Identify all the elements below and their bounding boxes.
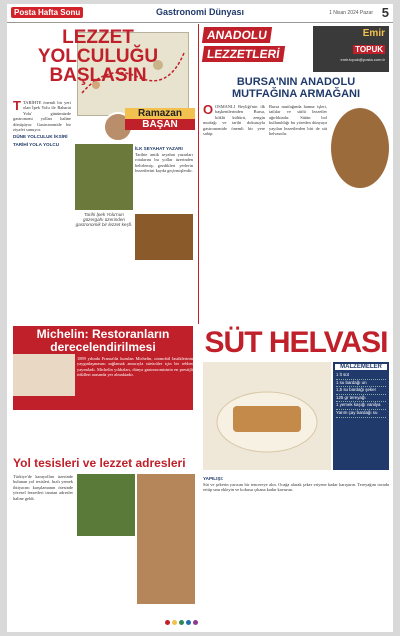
article2-title (203, 76, 389, 100)
title-line: BURSA'NIN ANADOLU (236, 76, 356, 88)
subheading: TARİHİ YOLA YOLCU (13, 142, 60, 148)
article1-text: TARİHTE önemli bir yeri olan İpek Yolu ile Baharat Yolu' günümüzde gastronomi yolları haline dönüşüyor. Gastronomide bir ziyafet sunuyor. (13, 100, 71, 133)
title-line: derecelendirilmesi (50, 340, 156, 354)
article3-text: 1889 yılında Fransa'da kurulan Michelin, otomobil lastiklerinin yaygınlaşmasını sağlamak amacıyla sürücüler için bir rehber yayımladı. (77, 356, 193, 372)
page-number: 5 (381, 5, 389, 20)
article3-text: Michelin yıldızları, dünya gastronomisinin en prestijli ödülleri arasında yer almaktadır. (77, 366, 193, 378)
tag-line: ANADOLU (202, 27, 272, 43)
article2-column-1 (203, 104, 265, 314)
ingredient-item: 1 yemek kaşığı vanilya (336, 402, 386, 410)
ingredient-item: 125 gr tereyağı (336, 395, 386, 403)
ingredient-item: Yarım çay bardağı su (336, 410, 386, 418)
article2-column-2 (269, 104, 327, 314)
article1-column-3 (135, 144, 193, 212)
issue-date: 1 Nisan 2024 Pazar (329, 10, 373, 16)
subheading: DÜNE YOLCULUK İKSİRİ (13, 134, 68, 140)
page-header (7, 4, 393, 23)
author-badge (125, 108, 195, 142)
newspaper-page (7, 4, 393, 632)
article4-text-block (203, 474, 389, 614)
title-line: BAŞLASIN (49, 65, 147, 86)
color-dot (172, 620, 177, 625)
drop-cap: O (203, 104, 214, 117)
color-dots (165, 612, 200, 630)
color-dot (193, 620, 198, 625)
chef-last-name: TOPUK (355, 45, 383, 54)
food-photo (75, 144, 133, 210)
article5-title: Yol tesisleri ve lezzet adresleri (13, 456, 186, 470)
ingredients-title: MALZEMELER (335, 364, 387, 370)
article2-text: OSMANLI Beyliği'nin ilk başkentlerinden Bursa, köklü kültürü, zengin mutfağı ve tarihi dokusuyla gastronomide önemli bir yere sahip. (203, 104, 265, 137)
author-last-name: BAŞAN (125, 119, 195, 130)
food-photo (135, 214, 193, 260)
section-title: Gastronomi Dünyası (155, 7, 245, 17)
chef-byline (323, 28, 385, 62)
chef-first-name: Emir (362, 28, 385, 39)
photo-caption: Tarihi İpek Yolu'nun güzergahı üzerinden gastronomik bir lezzet keşfi. (75, 212, 133, 227)
article3-title (13, 328, 193, 354)
milk-helva-photo (203, 362, 331, 470)
chef-email: emir.topuk@posta.com.tr (340, 57, 385, 62)
color-dot (179, 620, 184, 625)
anadolu-tag (203, 26, 307, 63)
article1-text: Tarihte antik seyahat yazarları rotalarını bu yollar üzerinden belirlemiş; gezdikleri yerlerin lezzetlerini kayda geçirmişlerdir. (135, 152, 193, 174)
ingredients-box (333, 362, 389, 470)
page-footer (7, 626, 393, 632)
article2-text: Bursa mutfağında hamur işleri, tatlılar ve sütlü lezzetler ağırlıktadır. Sütün bol kullanıldığı bu yöreden dünyaya yayılan lezzetlerden biri de süt helvasıdır. (269, 104, 327, 137)
title-line: YOLCULUĞU (37, 46, 159, 67)
ingredient-item: 1,5 su bardağı şeker (336, 387, 386, 395)
subheading: YAPILIŞI: (203, 476, 224, 481)
article4-title: SÜT HELVASI (204, 326, 388, 359)
tag-line: LEZZETLERİ (202, 46, 285, 62)
food-photo (331, 108, 389, 188)
article4-text: Süt ve şekerin yarısını bir tencereye alın. Ocağa alarak şeker eriyene kadar karıştırın. Tereyağını tavada eritip unu ekleyin ve kokusu çıkana kadar kavurun. (203, 482, 389, 493)
helva-illustration (203, 362, 331, 470)
title-line: MUTFAĞINA ARMAĞANI (231, 88, 361, 100)
column-divider (198, 24, 199, 324)
article1-column-1 (13, 100, 71, 316)
newspaper-logo: Posta Hafta Sonu (11, 7, 83, 18)
article1-title (13, 28, 183, 85)
title-line: Michelin: Restoranların (36, 327, 170, 341)
drop-cap: T (13, 100, 21, 113)
author-first-name: Ramazan (125, 108, 195, 119)
article5-column-1 (13, 474, 73, 614)
michelin-guide-photo (13, 354, 75, 396)
title-line: LEZZET (62, 27, 134, 48)
color-dot (165, 620, 170, 625)
color-dot (186, 620, 191, 625)
food-photo (77, 474, 135, 536)
ingredient-item: 1 lt süt (336, 372, 386, 380)
food-photo (137, 474, 195, 604)
article3-column-1 (77, 356, 193, 410)
subheading: İLK SEYAHAT YAZARI (135, 146, 183, 151)
ingredient-item: 1 su bardağı un (336, 380, 386, 388)
article5-text: Türkiye'de karayolları üzerinde bulunan yol tesisleri, hızlı yemek ihtiyacını karşılamanın ötesinde yöresel lezzetleri tanıtan adresler haline geldi. (13, 474, 73, 501)
ingredients-list (336, 372, 386, 418)
